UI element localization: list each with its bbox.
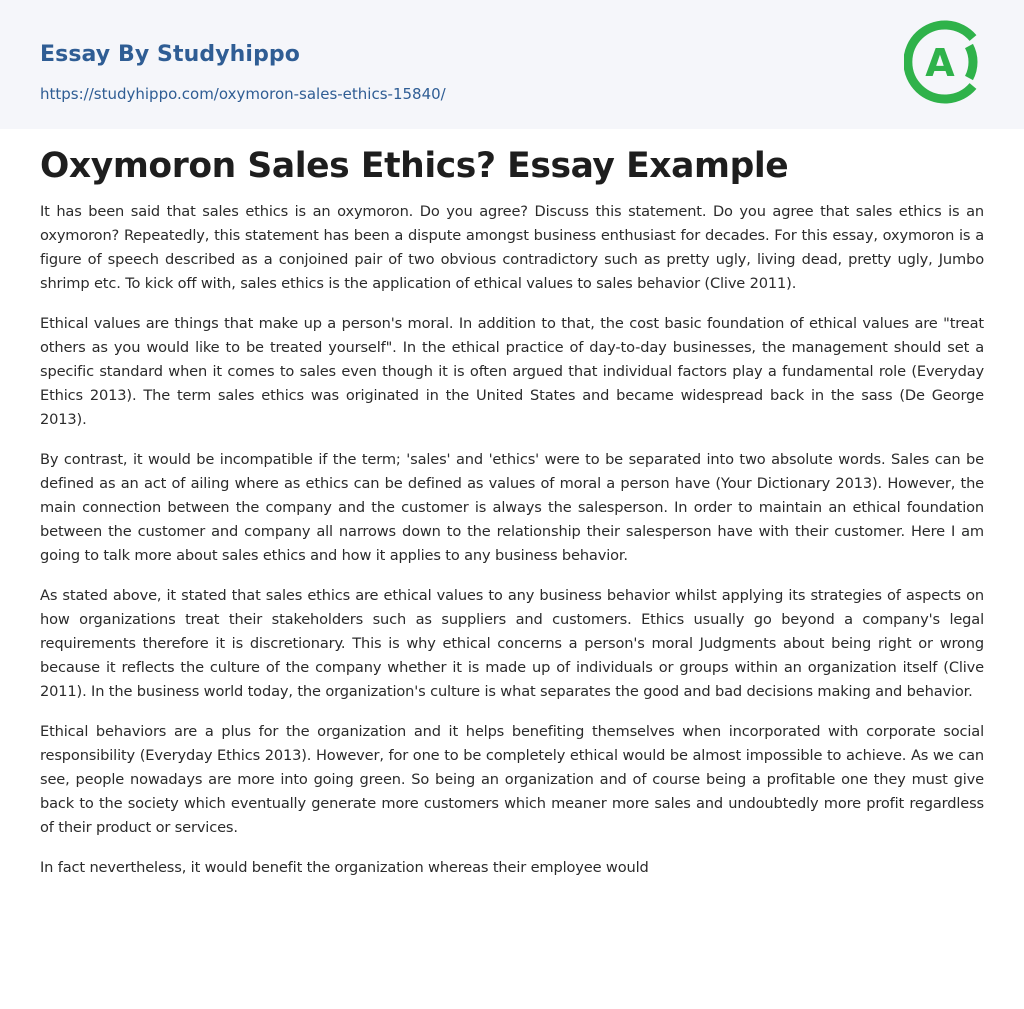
page-title: Oxymoron Sales Ethics? Essay Example [40,146,789,186]
essay-paragraph: It has been said that sales ethics is an oxymoron. Do you agree? Discuss this statement. Do you agree that sales ethics is an oxymoron? Repeatedly, this statement has been a dispute amongst business enthusiast for decades. For this essay, oxymoron is a figure of speech described as a conjoined pair of two obvious contradictory such as pretty ugly, living dead, pretty ugly, Jumbo shrimp etc. To kick off with, sales ethics is the application of ethical values to sales behavior (Clive 2011). [40,203,984,292]
essay-paragraph: Ethical values are things that make up a person's moral. In addition to that, the cost basic foundation of ethical values are "treat others as you would like to be treated yourself". In the ethical practice of day-to-day businesses, the management should set a specific standard when it comes to sales even though it is often argued that individual factors play a fundamental role (Everyday Ethics 2013). The term sales ethics was originated in the United States and became widespread back in the sass (De George 2013). [40,315,984,428]
logo-letter: A [925,41,955,85]
essay-url-link[interactable]: https://studyhippo.com/oxymoron-sales-ethics-15840/ [40,85,446,103]
studyhippo-logo-icon[interactable] [904,18,988,106]
essay-body [40,200,984,896]
site-header [0,0,1024,129]
site-brand[interactable]: Essay By Studyhippo [40,42,300,67]
essay-paragraph: By contrast, it would be incompatible if the term; 'sales' and 'ethics' were to be separated into two absolute words. Sales can be defined as an act of ailing where as ethics can be defined as values of moral a person have (Your Dictionary 2013). However, the main connection between the company and the customer is always the salesperson. In order to maintain an ethical foundation between the customer and company all narrows down to the relationship their salesperson have with their customer. Here I am going to talk more about sales ethics and how it applies to any business behavior. [40,451,984,564]
essay-paragraph: As stated above, it stated that sales ethics are ethical values to any business behavior whilst applying its strategies of aspects on how organizations treat their stakeholders such as suppliers and customers. Ethics usually go beyond a company's legal requirements therefore it is discretionary. This is why ethical concerns a person's moral Judgments about being right or wrong because it reflects the culture of the company whether it is made up of individuals or groups within an organization itself (Clive 2011). In the business world today, the organization's culture is what separates the good and bad decisions making and behavior. [40,587,984,700]
essay-paragraph: Ethical behaviors are a plus for the organization and it helps benefiting themselves when incorporated with corporate social responsibility (Everyday Ethics 2013). However, for one to be completely ethical would be almost impossible to achieve. As we can see, people nowadays are more into going green. So being an organization and of course being a profitable one they must give back to the society which eventually generate more customers which meaner more sales and undoubtedly more profit regardless of their product or services. [40,723,984,836]
essay-paragraph: In fact nevertheless, it would benefit the organization whereas their employee would [40,859,649,876]
